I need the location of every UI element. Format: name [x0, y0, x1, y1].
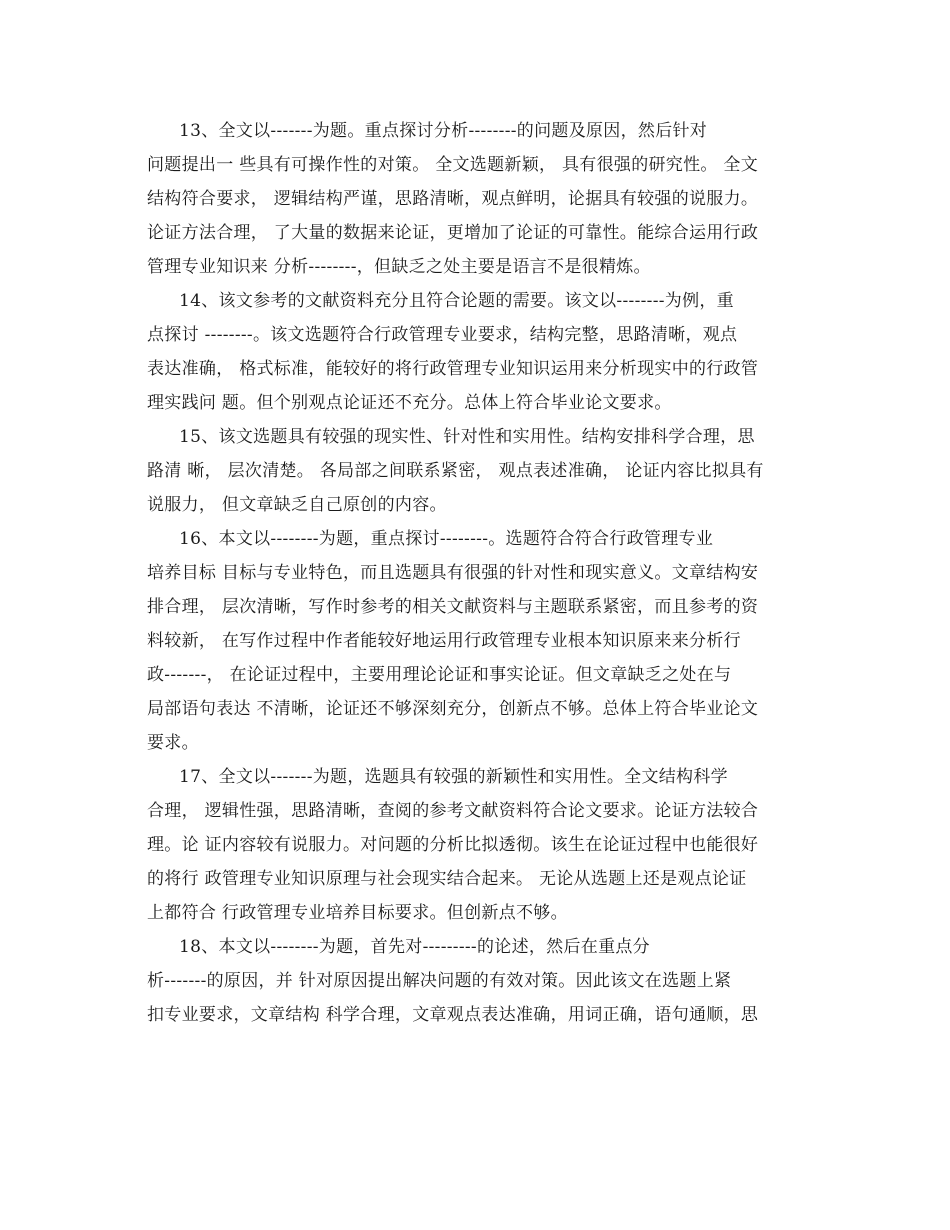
- paragraph-17-line-5: 上都符合 行政管理专业培养目标要求。但创新点不够。: [147, 903, 568, 923]
- paragraph-13-line-3: 结构符合要求， 逻辑结构严谨，思路清晰，观点鲜明，论据具有较强的说服力。: [147, 189, 759, 209]
- paragraph-13-line-2: 问题提出一 些具有可操作性的对策。 全文选题新颖， 具有很强的研究性。 全文: [147, 155, 759, 175]
- paragraph-13-line-4: 论证方法合理， 了大量的数据来论证，更增加了论证的可靠性。能综合运用行政: [147, 223, 759, 243]
- paragraph-17-line-3: 理。论 证内容较有说服力。对问题的分析比拟透彻。该生在论证过程中也能很好: [147, 835, 759, 855]
- paragraph-15-line-2: 路清 晰， 层次清楚。 各局部之间联系紧密， 观点表述准确， 论证内容比拟具有: [147, 461, 764, 481]
- paragraph-17-line-1: 17、全文以-------为题，选题具有较强的新颖性和实用性。全文结构科学: [179, 767, 728, 787]
- paragraph-17-line-4: 的将行 政管理专业知识原理与社会现实结合起来。 无论从选题上还是观点论证: [147, 869, 747, 889]
- paragraph-14-line-4: 理实践问 题。但个别观点论证还不充分。总体上符合毕业论文要求。: [147, 393, 672, 413]
- paragraph-13-line-1: 13、全文以-------为题。重点探讨分析--------的问题及原因，然后针对: [179, 121, 708, 141]
- paragraph-17-line-2: 合理， 逻辑性强，思路清晰，查阅的参考文献资料符合论文要求。论证方法较合: [147, 801, 759, 821]
- paragraph-14-line-1: 14、该文参考的文献资料充分且符合论题的需要。该文以--------为例，重: [179, 291, 734, 311]
- paragraph-14-line-2: 点探讨 --------。该文选题符合行政管理专业要求，结构完整，思路清晰，观点: [147, 325, 738, 345]
- paragraph-16-line-7: 要求。: [147, 733, 199, 753]
- paragraph-16-line-6: 局部语句表达 不清晰，论证还不够深刻充分，创新点不够。总体上符合毕业论文: [147, 699, 759, 719]
- paragraph-16-line-2: 培养目标 目标与专业特色，而且选题具有很强的针对性和现实意义。文章结构安: [147, 563, 759, 583]
- paragraph-18-line-2: 析-------的原因，并 针对原因提出解决问题的有效对策。因此该文在选题上紧: [147, 971, 732, 991]
- paragraph-18-line-1: 18、本文以--------为题，首先对---------的论述，然后在重点分: [179, 937, 650, 957]
- paragraph-14-line-3: 表达准确， 格式标准，能较好的将行政管理专业知识运用来分析现实中的行政管: [147, 359, 759, 379]
- paragraph-18-line-3: 扣专业要求，文章结构 科学合理，文章观点表达准确，用词正确，语句通顺，思: [147, 1005, 759, 1025]
- paragraph-16-line-1: 16、本文以--------为题，重点探讨--------。选题符合符合行政管理专业: [179, 529, 714, 549]
- paragraph-16-line-5: 政-------， 在论证过程中，主要用理论论证和事实论证。但文章缺乏之处在与: [147, 665, 732, 685]
- paragraph-16-line-4: 料较新， 在写作过程中作者能较好地运用行政管理专业根本知识原来来分析行: [147, 631, 741, 651]
- paragraph-15-line-3: 说服力， 但文章缺乏自己原创的内容。: [147, 495, 447, 515]
- paragraph-15-line-1: 15、该文选题具有较强的现实性、针对性和实用性。结构安排科学合理，思: [179, 427, 755, 447]
- paragraph-13-line-5: 管理专业知识来 分析--------，但缺乏之处主要是语言不是很精炼。: [147, 257, 651, 277]
- paragraph-16-line-3: 排合理， 层次清晰，写作时参考的相关文献资料与主题联系紧密，而且参考的资: [147, 597, 759, 617]
